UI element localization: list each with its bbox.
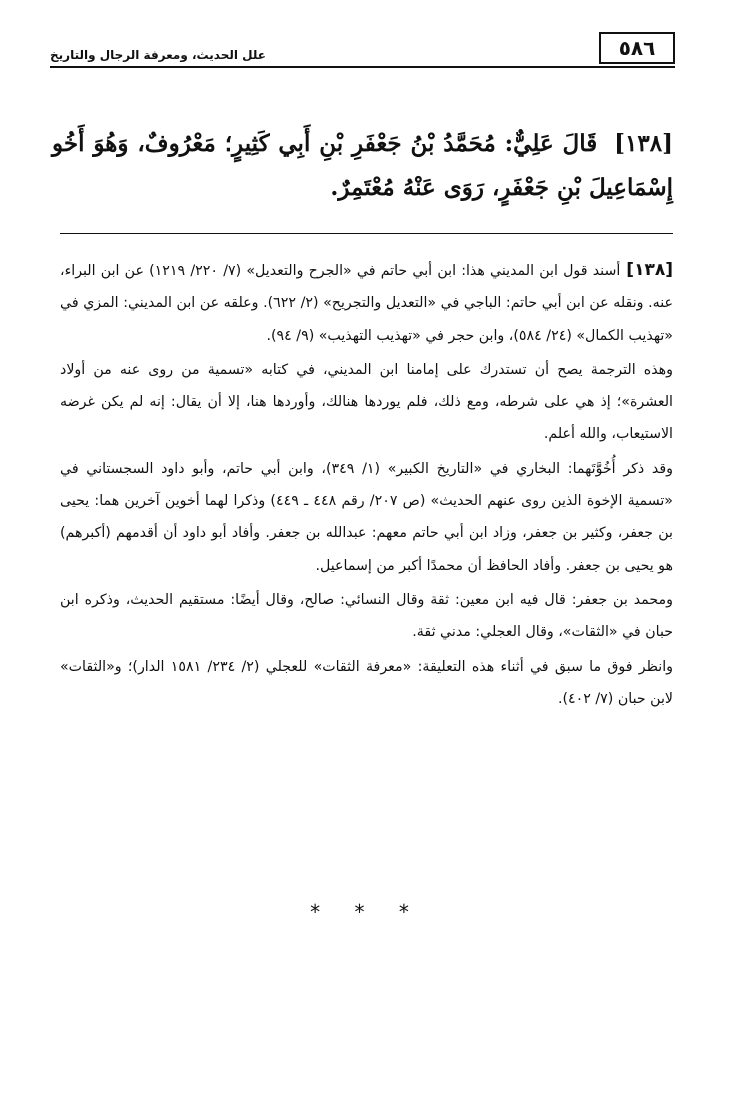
entry-number: [١٣٨] [614, 130, 673, 157]
footnote-paragraph: ومحمد بن جعفر: قال فيه ابن معين: ثقة وقال النسائي: صالح، وقال أيضًا: مستقيم الحديث، وذكره ابن حبان في «الثقات»، وقال العجلي: مدني ثقة. [60, 591, 673, 641]
footnote-paragraph: وقد ذكر أُخُوَّتَهما: البخاري في «التاريخ الكبير» (١/ ٣٤٩)، وابن أبي حاتم، وأبو داود السجستاني في «تسمية الإخوة الذين روى عنهم الحديث» (ص ٢٠٧/ رقم ٤٤٨ ـ ٤٤٩) وذكرا لهما أخوين آخرين هما: يحيى بن جعفر، وكثير بن جعفر، وزاد ابن أبي حاتم معهم: عبدالله بن جعفر. وأفاد أبو داود أن أقدمهم (أكبرهم) هو يحيى بن جعفر. وأفاد الحافظ أن محمدًا أكبر من إسماعيل. [60, 460, 673, 574]
footnotes-block [60, 254, 673, 717]
footnote-paragraph: وانظر فوق ما سبق في أثناء هذه التعليقة: «معرفة الثقات» للعجلي (٢/ ٢٣٤/ ١٥٨١ الدار)؛ و«الثقات» لابن حبان (٧/ ٤٠٢). [60, 658, 673, 707]
running-head: علل الحديث، ومعرفة الرجال والتاريخ [50, 48, 266, 62]
footnote-paragraph: وهذه الترجمة يصح أن تستدرك على إمامنا ابن المديني، في كتابه «تسمية من روى عنه من أولاد العشرة»؛ إذ هي على شرطه، ومع ذلك، فلم يوردها هنالك، وأوردها هنا، إلا أن يقال: إنه لم يكن غرضه الاستيعاب، والله أعلم. [60, 361, 673, 443]
footnote-divider [60, 233, 673, 234]
header-divider [50, 66, 675, 68]
section-ornament: * * * [310, 900, 423, 924]
footnote-paragraph [60, 254, 673, 352]
entry-text: قَالَ عَلِيٌّ: مُحَمَّدُ بْنُ جَعْفَرِ بْنِ أَبِي كَثِيرٍ؛ مَعْرُوفٌ، وَهُوَ أَخُو إِسْمَاعِيلَ بْنِ جَعْفَرٍ، رَوَى عَنْهُ مُعْتَمِرٌ. [52, 130, 673, 201]
main-text-block [52, 122, 673, 210]
footnote-text: أسند قول ابن المديني هذا: ابن أبي حاتم في «الجرح والتعديل» (٧/ ٢٢٠/ ١٢١٩) عن ابن البراء، عنه. ونقله عن ابن أبي حاتم: الباجي في «التعديل والتجريح» (٢/ ٦٢٢). وعلقه عن ابن المديني: المزي في «تهذيب الكمال» (٢٤/ ٥٨٤)، وابن حجر في «تهذيب التهذيب» (٩/ ٩٤). [60, 263, 673, 344]
page-number: ٥٨٦ [599, 32, 675, 64]
footnote-number: [١٣٨] [626, 260, 673, 280]
